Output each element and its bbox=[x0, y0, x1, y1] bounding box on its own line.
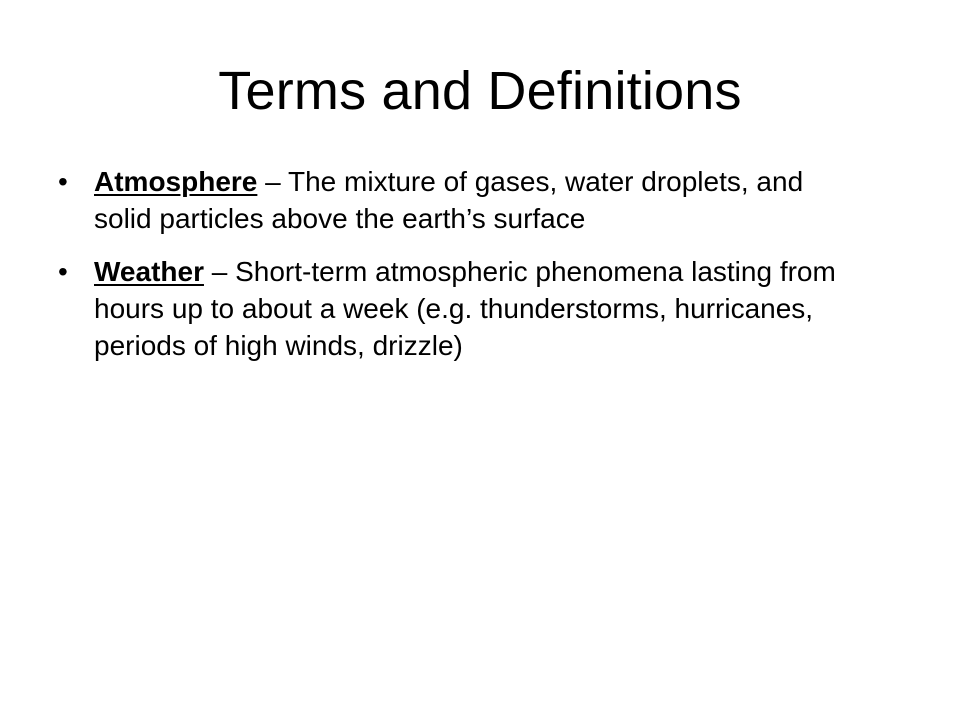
term-label: Atmosphere bbox=[94, 166, 258, 197]
definition-text: – The mixture of gases, water droplets, and solid particles above the earth’s surface bbox=[94, 166, 804, 234]
slide-title: Terms and Definitions bbox=[218, 61, 742, 121]
term-label: Weather bbox=[94, 256, 204, 287]
bullet-icon: • bbox=[58, 166, 68, 197]
bullet-icon: • bbox=[58, 256, 68, 287]
definition-text: – Short-term atmospheric phenomena lasting from hours up to about a week (e.g. thunderstorms, hurricanes, periods of high winds, drizzle) bbox=[94, 256, 836, 361]
list-item-weather bbox=[58, 253, 858, 364]
list-item-atmosphere bbox=[58, 163, 858, 237]
bullet-list bbox=[58, 163, 858, 380]
